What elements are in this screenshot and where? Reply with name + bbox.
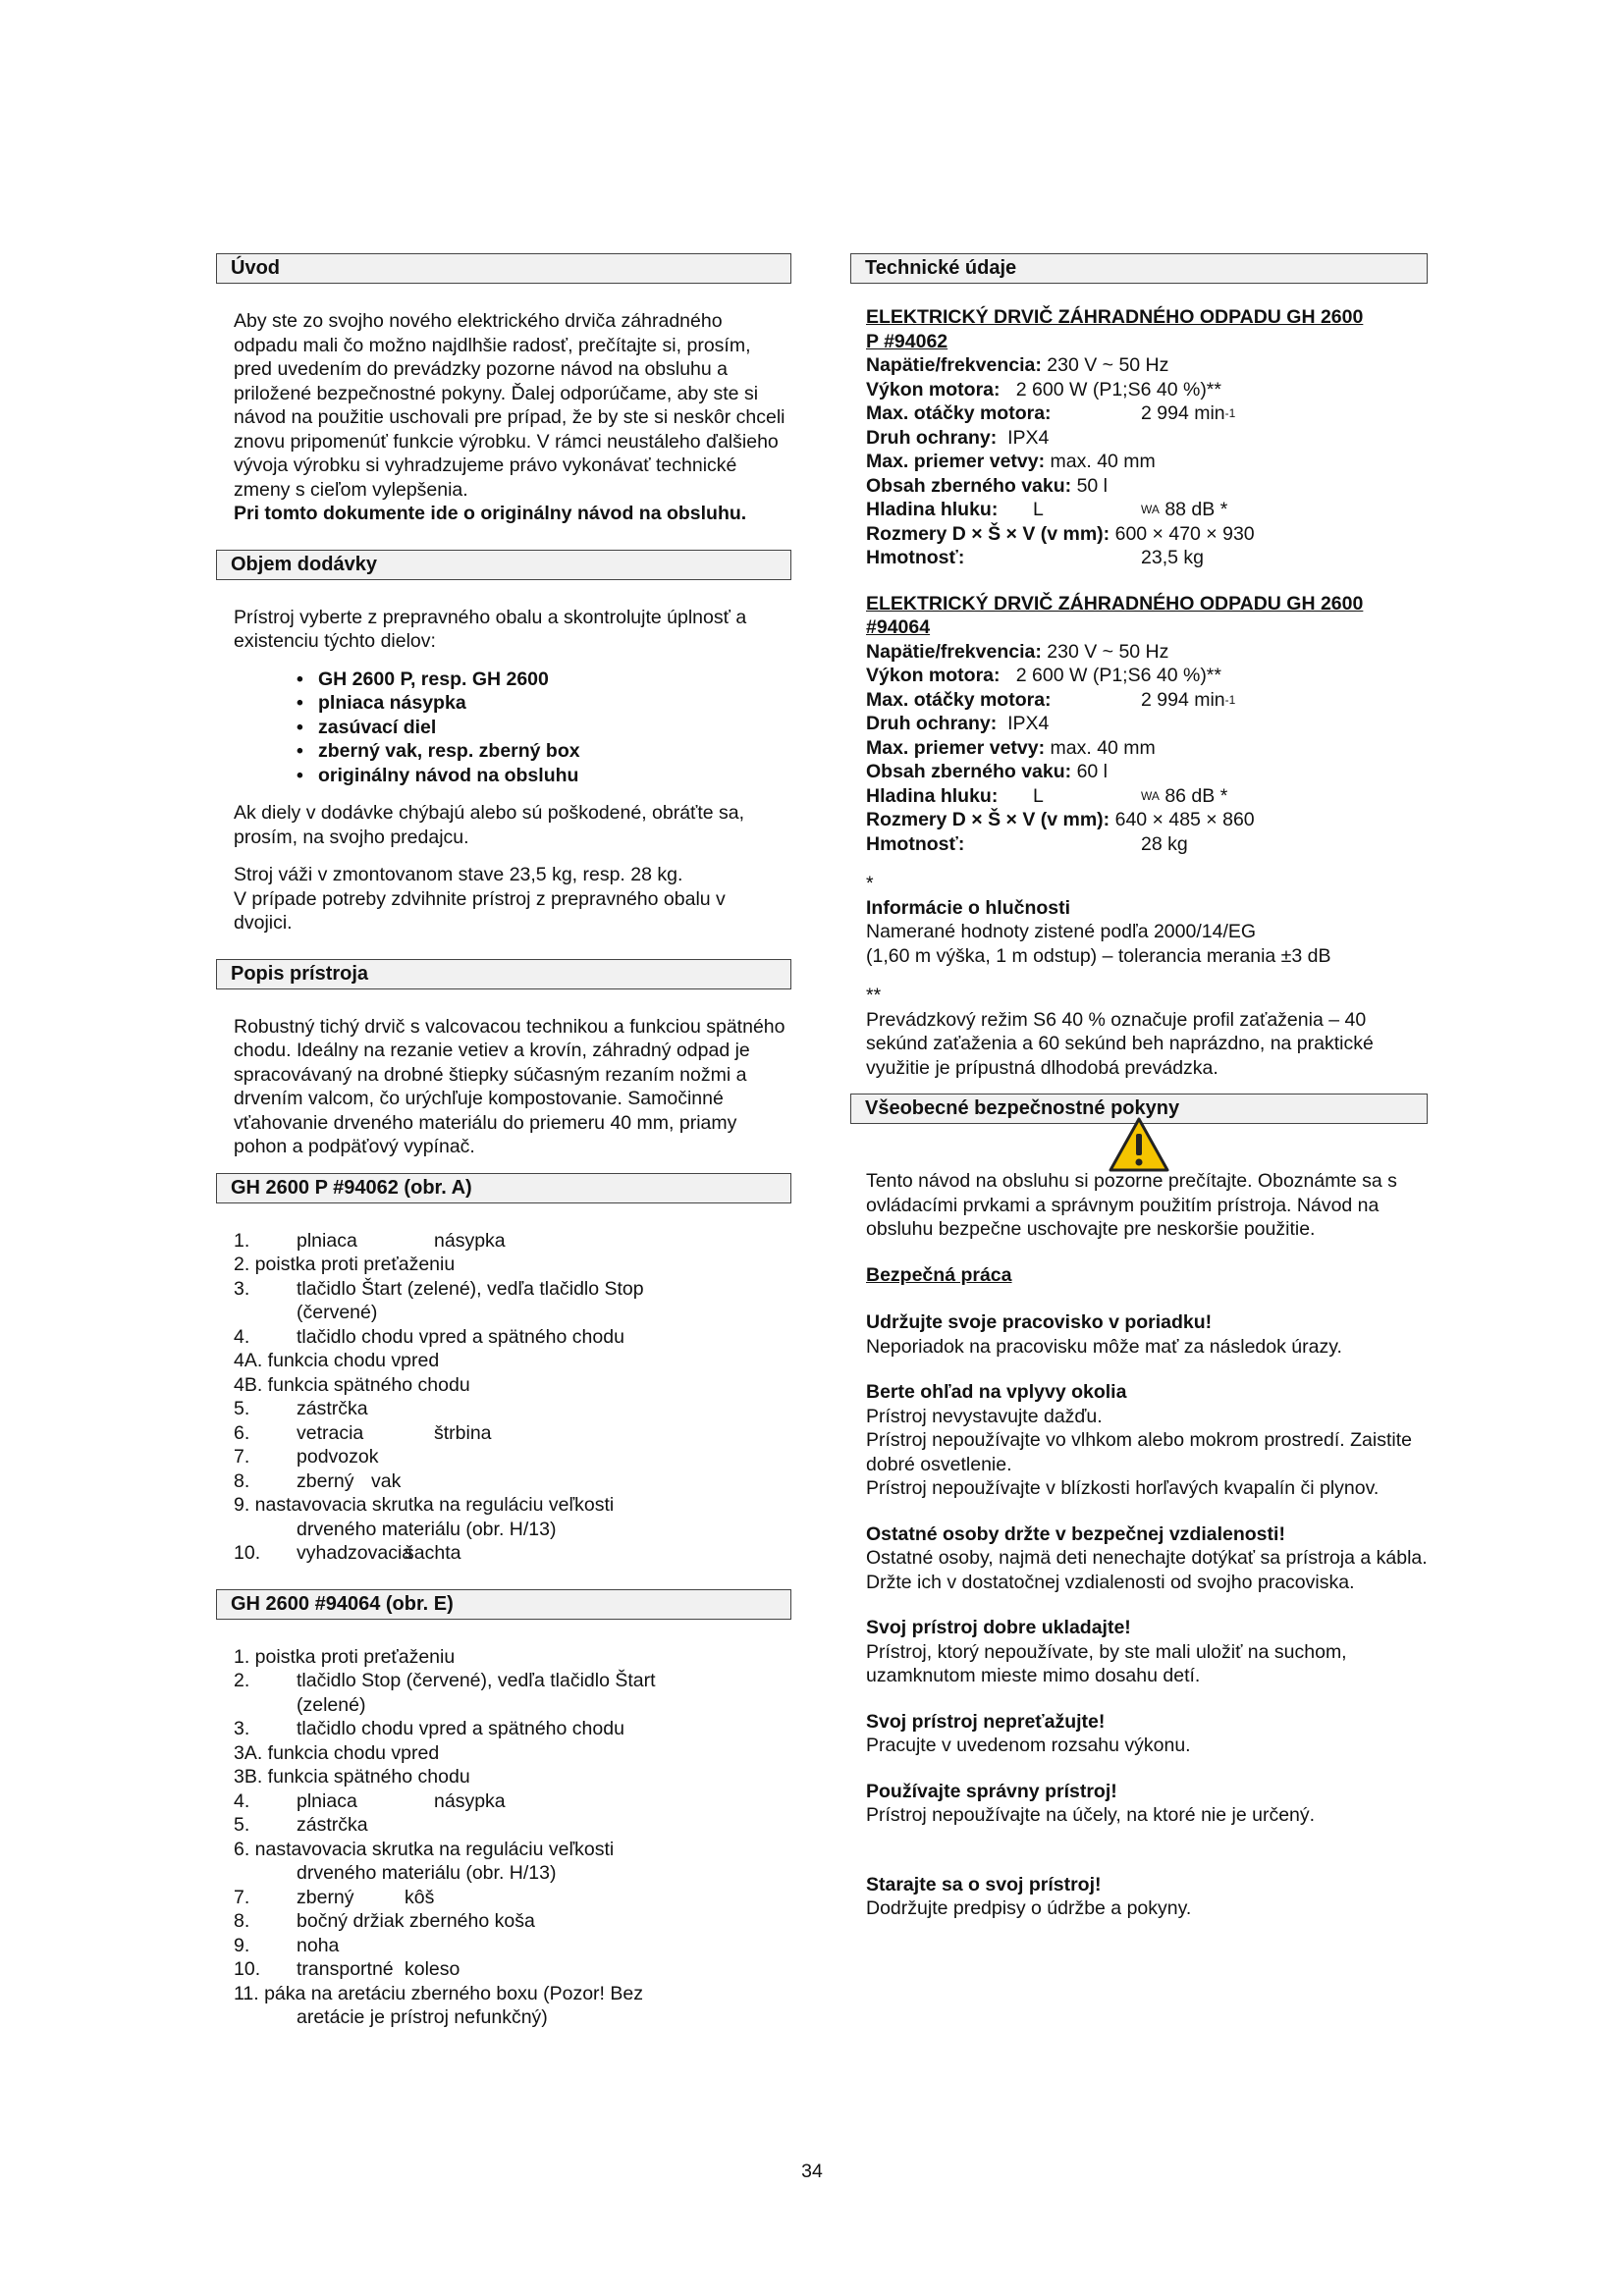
section-header-bezpecnost: Všeobecné bezpečnostné pokyny bbox=[850, 1094, 1428, 1124]
list-item-cont: (zelené) bbox=[297, 1693, 366, 1716]
section-header-objem: Objem dodávky bbox=[216, 550, 791, 580]
rule-text: Dodržujte predpisy o údržbe a pokyny. bbox=[866, 1897, 1192, 1919]
warning-triangle-icon bbox=[850, 1116, 1428, 1169]
model1-title: ELEKTRICKÝ DRVIČ ZÁHRADNÉHO ODPADU GH 2600 P #94062 bbox=[866, 306, 1364, 352]
section-header-gh2600: GH 2600 #94064 (obr. E) bbox=[216, 1589, 791, 1620]
rule-text: Ostatné osoby, najmä deti nenechajte dotýkať sa prístroja a kábla. Držte ich v dostatočnej vzdialenosti od svojho pracoviska. bbox=[866, 1547, 1428, 1593]
safe-work-title: Bezpečná práca bbox=[866, 1263, 1012, 1286]
s6-text: Prevádzkový režim S6 40 % označuje profil zaťaženia – 40 sekúnd zaťaženia a 60 sekúnd beh naprázdno, na praktické využitie je prípustná dlhodobá prevádzka. bbox=[866, 1008, 1374, 1079]
list-item: 4A. funkcia chodu vpred bbox=[234, 1350, 440, 1371]
list-item: • zberný vak, resp. zberný box bbox=[318, 739, 787, 764]
parts-list-a bbox=[216, 1229, 791, 1566]
rule-title: Používajte správny prístroj! bbox=[866, 1780, 1117, 1802]
rule-text: Neporiadok na pracovisku môže mať za následok úrazy. bbox=[866, 1335, 1342, 1358]
list-item-cont: aretácie je prístroj nefunkčný) bbox=[297, 2006, 548, 2028]
rule-text: Prístroj nevystavujte dažďu. bbox=[866, 1405, 1103, 1427]
list-item: 4. tlačidlo chodu vpred a spätného chodu bbox=[234, 1325, 624, 1348]
list-item: 8. zberný vak bbox=[234, 1469, 402, 1492]
list-item: 10. transportné koleso bbox=[234, 1958, 460, 1980]
uvod-bold-note: Pri tomto dokumente ide o originálny návod na obsluhu. bbox=[234, 503, 747, 524]
delivery-list bbox=[234, 667, 787, 788]
section-header-popis: Popis prístroja bbox=[216, 959, 791, 989]
list-item: 3A. funkcia chodu vpred bbox=[234, 1741, 440, 1764]
list-item: 7. zberný kôš bbox=[234, 1886, 435, 1908]
rule-title: Svoj prístroj nepreťažujte! bbox=[866, 1710, 1106, 1733]
list-item: 4B. funkcia spätného chodu bbox=[234, 1373, 470, 1396]
rule-text: Prístroj, ktorý nepoužívate, by ste mali uložiť na suchom, uzamknutom mieste mimo dosahu detí. bbox=[866, 1640, 1347, 1686]
rule-title: Udržujte svoje pracovisko v poriadku! bbox=[866, 1311, 1213, 1333]
objem-lift-note: V prípade potreby zdvihnite prístroj z prepravného obalu v dvojici. bbox=[234, 887, 726, 934]
section-header-gh2600p: GH 2600 P #94062 (obr. A) bbox=[216, 1173, 791, 1203]
list-item: 6. vetracia štrbina bbox=[234, 1421, 492, 1444]
objem-weight: Stroj váži v zmontovanom stave 23,5 kg, resp. 28 kg. bbox=[234, 864, 683, 885]
rule-title: Ostatné osoby držte v bezpečnej vzdialenosti! bbox=[866, 1522, 1285, 1545]
section-header-uvod: Úvod bbox=[216, 253, 791, 284]
list-item-cont: drveného materiálu (obr. H/13) bbox=[297, 1862, 557, 1884]
list-item: 5. zástrčka bbox=[234, 1398, 368, 1419]
model1-specs: Napätie/frekvencia: 230 V ~ 50 Hz Výkon motora: 2 600 W (P1;S6 40 %)** Max. otáčky motora: 2 994 min -1 Druh ochrany: IPX4 Max. priemer vetvy: max. 40 mm Obsah zberného vaku: 50 l Hladina hluku: L WA 88 dB * Rozmery D × Š × V (v mm): 600 × 470 × 930 Hmotnosť: 23,5 kg bbox=[866, 354, 1255, 568]
list-item: 1. plniaca násypka bbox=[234, 1229, 506, 1252]
rule-text: Prístroj nepoužívajte v blízkosti horľavých kvapalín či plynov. bbox=[866, 1477, 1380, 1499]
rule-text: Pracujte v uvedenom rozsahu výkonu. bbox=[866, 1735, 1191, 1756]
uvod-text: Aby ste zo svojho nového elektrického drviča záhradného odpadu mali čo možno najdlhšie radosť, prečítajte si, prosím, pred uvedením do prevádzky pozorne návod na obsluhu a priložené bezpečnostné pokyny. Ďalej odporúčame, aby ste si návod na použitie uschovali pre prípad, že by ste si neskôr chceli znovu pripomenúť funkcie výrobku. V rámci neustáleho ďalšieho vývoja výrobku si vyhradzujeme právo vykonávať technické zmeny s cieľom vylepšenia. bbox=[234, 310, 785, 501]
objem-text-2: Ak diely v dodávke chýbajú alebo sú poškodené, obráťte sa, prosím, na svojho predajcu. bbox=[234, 802, 745, 848]
list-item: 8. bočný držiak zberného koša bbox=[234, 1910, 535, 1932]
section-header-technicke: Technické údaje bbox=[850, 253, 1428, 284]
list-item-cont: drveného materiálu (obr. H/13) bbox=[297, 1518, 557, 1540]
list-item: • zasúvací diel bbox=[318, 716, 787, 740]
list-item: • originálny návod na obsluhu bbox=[318, 764, 787, 788]
list-item: 2. tlačidlo Stop (červené), vedľa tlačidlo Štart bbox=[234, 1670, 656, 1691]
right-column bbox=[850, 253, 1428, 1921]
rule-text: Prístroj nepoužívajte vo vlhkom alebo mokrom prostredí. Zaistite dobré osvetlenie. bbox=[866, 1429, 1412, 1475]
list-item: 4. plniaca násypka bbox=[234, 1789, 506, 1812]
noise-line-2: (1,60 m výška, 1 m odstup) – tolerancia merania ±3 dB bbox=[866, 944, 1331, 967]
safety-intro: Tento návod na obsluhu si pozorne prečítajte. Oboznámte sa s ovládacími prvkami a správnym použitím prístroja. Návod na obsluhu bezpečne uschovajte pre neskoršie použitie. bbox=[866, 1170, 1397, 1240]
list-item: 3B. funkcia spätného chodu bbox=[234, 1766, 470, 1788]
rule-text: Prístroj nepoužívajte na účely, na ktoré nie je určený. bbox=[866, 1804, 1316, 1826]
footnote-double-star: ** bbox=[866, 985, 882, 1006]
model2-specs: Napätie/frekvencia: 230 V ~ 50 Hz Výkon motora: 2 600 W (P1;S6 40 %)** Max. otáčky motora: 2 994 min -1 Druh ochrany: IPX4 Max. priemer vetvy: max. 40 mm Obsah zberného vaku: 60 l Hladina hluku: L WA 86 dB * Rozmery D × Š × V (v mm): 640 × 485 × 860 Hmotnosť: 28 kg bbox=[866, 640, 1255, 855]
noise-line-1: Namerané hodnoty zistené podľa 2000/14/EG bbox=[866, 921, 1257, 942]
left-column bbox=[216, 253, 791, 2030]
list-item: 2. poistka proti preťaženiu bbox=[234, 1254, 456, 1275]
footnote-star: * bbox=[866, 873, 874, 894]
list-item: 6. nastavovacia skrutka na reguláciu veľkosti bbox=[234, 1838, 615, 1860]
list-item: 7. podvozok bbox=[234, 1446, 379, 1468]
list-item: 3. tlačidlo chodu vpred a spätného chodu bbox=[234, 1718, 624, 1739]
rule-title: Svoj prístroj dobre ukladajte! bbox=[866, 1617, 1131, 1638]
list-item: 11. páka na aretáciu zberného boxu (Pozor! Bez bbox=[234, 1982, 643, 2004]
parts-list-e bbox=[216, 1645, 791, 2030]
list-item-cont: (červené) bbox=[297, 1302, 378, 1323]
list-item: • plniaca násypka bbox=[318, 691, 787, 716]
list-item: 5. zástrčka bbox=[234, 1814, 368, 1836]
page-number: 34 bbox=[801, 2161, 823, 2182]
list-item: 10. vyhadzovaciašachta bbox=[234, 1542, 461, 1564]
list-item: • GH 2600 P, resp. GH 2600 bbox=[318, 667, 787, 692]
objem-text: Prístroj vyberte z prepravného obalu a skontrolujte úplnosť a existenciu týchto dielov: bbox=[234, 606, 747, 652]
rule-title: Berte ohľad na vplyvy okolia bbox=[866, 1381, 1127, 1403]
popis-text: Robustný tichý drvič s valcovacou technikou a funkciou spätného chodu. Ideálny na rezanie vetiev a krovín, záhradný odpad je spracovávaný na drobné štiepky súčasným rezaním nožmi a drvením valcom, čo urýchľuje kompostovanie. Samočinné vťahovanie drveného materiálu do priemeru 40 mm, priamy pohon a podpäťový vypínač. bbox=[234, 1015, 785, 1157]
noise-title: Informácie o hlučnosti bbox=[866, 896, 1071, 919]
list-item: 3. tlačidlo Štart (zelené), vedľa tlačidlo Stop bbox=[234, 1277, 644, 1300]
rule-title: Starajte sa o svoj prístroj! bbox=[866, 1873, 1102, 1896]
model2-title: ELEKTRICKÝ DRVIČ ZÁHRADNÉHO ODPADU GH 2600 #94064 bbox=[866, 592, 1364, 638]
list-item: 9. noha bbox=[234, 1934, 340, 1956]
list-item: 9. nastavovacia skrutka na reguláciu veľkosti bbox=[234, 1494, 615, 1516]
list-item: 1. poistka proti preťaženiu bbox=[234, 1645, 456, 1668]
